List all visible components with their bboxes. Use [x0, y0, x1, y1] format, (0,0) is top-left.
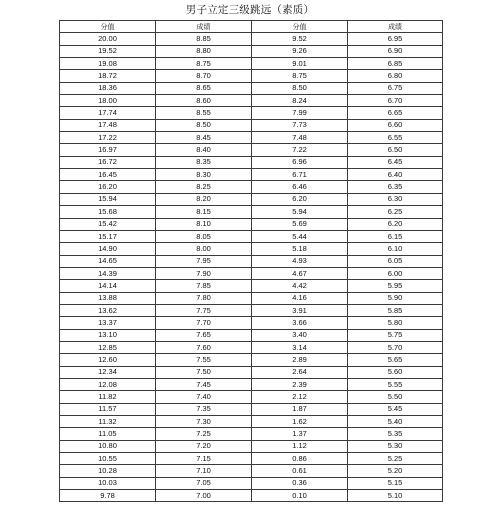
table-cell: 11.05: [60, 428, 156, 440]
table-cell: 12.60: [60, 354, 156, 366]
table-cell: 8.75: [156, 58, 252, 70]
table-cell: 2.39: [252, 378, 348, 390]
table-cell: 20.00: [60, 33, 156, 45]
table-cell: 7.48: [252, 132, 348, 144]
table-cell: 7.22: [252, 144, 348, 156]
table-cell: 7.85: [156, 280, 252, 292]
table-row: [60, 304, 443, 316]
table-cell: 6.46: [252, 181, 348, 193]
table-cell: 7.65: [156, 329, 252, 341]
table-cell: 10.03: [60, 477, 156, 489]
table-cell: 6.55: [348, 132, 443, 144]
table-cell: 6.85: [348, 58, 443, 70]
table-cell: 5.10: [348, 490, 443, 502]
table-cell: 14.65: [60, 255, 156, 267]
table-cell: 5.50: [348, 391, 443, 403]
table-cell: 8.45: [156, 132, 252, 144]
table-cell: 10.55: [60, 453, 156, 465]
table-cell: 5.94: [252, 206, 348, 218]
table-cell: 5.25: [348, 453, 443, 465]
table-cell: 5.60: [348, 366, 443, 378]
table-cell: 2.12: [252, 391, 348, 403]
table-row: [60, 292, 443, 304]
table-row: [60, 70, 443, 82]
table-cell: 3.14: [252, 341, 348, 353]
table-cell: 2.64: [252, 366, 348, 378]
table-cell: 8.50: [156, 119, 252, 131]
table-row: [60, 416, 443, 428]
table-cell: 7.73: [252, 119, 348, 131]
table-cell: 3.66: [252, 317, 348, 329]
table-row: [60, 82, 443, 94]
table-cell: 5.90: [348, 292, 443, 304]
table-cell: 8.05: [156, 230, 252, 242]
table-cell: 6.20: [252, 193, 348, 205]
table-cell: 8.24: [252, 95, 348, 107]
table-cell: 6.00: [348, 267, 443, 279]
table-cell: 14.39: [60, 267, 156, 279]
table-cell: 19.08: [60, 58, 156, 70]
table-cell: 0.61: [252, 465, 348, 477]
table-cell: 8.10: [156, 218, 252, 230]
table-cell: 8.80: [156, 45, 252, 57]
table-row: [60, 33, 443, 45]
table-row: [60, 181, 443, 193]
table-cell: 6.60: [348, 119, 443, 131]
table-cell: 17.48: [60, 119, 156, 131]
table-cell: 12.08: [60, 378, 156, 390]
table-cell: 1.87: [252, 403, 348, 415]
table-row: [60, 378, 443, 390]
table-cell: 7.15: [156, 453, 252, 465]
table-cell: 5.40: [348, 416, 443, 428]
table-cell: 7.95: [156, 255, 252, 267]
table-row: [60, 206, 443, 218]
table-cell: 3.91: [252, 304, 348, 316]
score-table: [59, 20, 443, 502]
table-cell: 8.40: [156, 144, 252, 156]
table-cell: 5.65: [348, 354, 443, 366]
table-cell: 19.52: [60, 45, 156, 57]
table-cell: 13.10: [60, 329, 156, 341]
table-cell: 5.70: [348, 341, 443, 353]
table-cell: 7.50: [156, 366, 252, 378]
table-row: [60, 354, 443, 366]
table-cell: 7.10: [156, 465, 252, 477]
table-row: [60, 490, 443, 502]
table-row: [60, 156, 443, 168]
table-cell: 5.75: [348, 329, 443, 341]
table-row: [60, 95, 443, 107]
table-cell: 5.15: [348, 477, 443, 489]
table-cell: 8.20: [156, 193, 252, 205]
table-cell: 7.90: [156, 267, 252, 279]
table-cell: 11.57: [60, 403, 156, 415]
table-row: [60, 119, 443, 131]
table-cell: 7.75: [156, 304, 252, 316]
table-cell: 6.70: [348, 95, 443, 107]
table-cell: 6.40: [348, 169, 443, 181]
table-cell: 7.05: [156, 477, 252, 489]
table-cell: 13.62: [60, 304, 156, 316]
table-cell: 6.15: [348, 230, 443, 242]
table-row: [60, 132, 443, 144]
table-cell: 7.20: [156, 440, 252, 452]
table-cell: 10.28: [60, 465, 156, 477]
table-cell: 0.10: [252, 490, 348, 502]
table-cell: 7.99: [252, 107, 348, 119]
table-cell: 3.40: [252, 329, 348, 341]
table-row: [60, 243, 443, 255]
table-row: [60, 465, 443, 477]
table-cell: 6.45: [348, 156, 443, 168]
table-cell: 4.93: [252, 255, 348, 267]
table-cell: 5.85: [348, 304, 443, 316]
table-cell: 7.60: [156, 341, 252, 353]
table-cell: 13.37: [60, 317, 156, 329]
table-cell: 15.42: [60, 218, 156, 230]
table-cell: 10.80: [60, 440, 156, 452]
table-cell: 8.75: [252, 70, 348, 82]
table-row: [60, 317, 443, 329]
table-cell: 5.44: [252, 230, 348, 242]
table-row: [60, 144, 443, 156]
column-header: 分值: [60, 21, 156, 33]
table-cell: 6.65: [348, 107, 443, 119]
table-cell: 6.35: [348, 181, 443, 193]
table-cell: 6.50: [348, 144, 443, 156]
table-cell: 15.68: [60, 206, 156, 218]
table-row: [60, 403, 443, 415]
table-row: [60, 193, 443, 205]
table-cell: 5.55: [348, 378, 443, 390]
table-cell: 7.70: [156, 317, 252, 329]
table-cell: 1.37: [252, 428, 348, 440]
table-cell: 5.95: [348, 280, 443, 292]
table-cell: 6.75: [348, 82, 443, 94]
table-cell: 4.67: [252, 267, 348, 279]
table-cell: 17.22: [60, 132, 156, 144]
table-body: [60, 33, 443, 502]
table-cell: 8.15: [156, 206, 252, 218]
table-cell: 7.45: [156, 378, 252, 390]
table-row: [60, 329, 443, 341]
table-cell: 11.32: [60, 416, 156, 428]
table-row: [60, 366, 443, 378]
table-cell: 16.20: [60, 181, 156, 193]
column-header: 分值: [252, 21, 348, 33]
table-cell: 8.00: [156, 243, 252, 255]
table-cell: 7.80: [156, 292, 252, 304]
table-row: [60, 280, 443, 292]
table-row: [60, 218, 443, 230]
column-header: 成绩: [156, 21, 252, 33]
table-cell: 7.25: [156, 428, 252, 440]
table-cell: 0.86: [252, 453, 348, 465]
table-cell: 8.30: [156, 169, 252, 181]
table-row: [60, 45, 443, 57]
table-cell: 7.35: [156, 403, 252, 415]
table-cell: 6.10: [348, 243, 443, 255]
table-cell: 6.96: [252, 156, 348, 168]
table-cell: 13.88: [60, 292, 156, 304]
table-cell: 5.20: [348, 465, 443, 477]
table-cell: 8.70: [156, 70, 252, 82]
table-row: [60, 341, 443, 353]
table-cell: 6.95: [348, 33, 443, 45]
table-cell: 7.30: [156, 416, 252, 428]
table-cell: 4.16: [252, 292, 348, 304]
table-cell: 7.00: [156, 490, 252, 502]
table-cell: 8.60: [156, 95, 252, 107]
table-row: [60, 255, 443, 267]
table-cell: 1.62: [252, 416, 348, 428]
table-cell: 6.80: [348, 70, 443, 82]
table-cell: 9.01: [252, 58, 348, 70]
table-cell: 5.18: [252, 243, 348, 255]
table-cell: 2.89: [252, 354, 348, 366]
table-cell: 6.90: [348, 45, 443, 57]
table-cell: 16.72: [60, 156, 156, 168]
table-cell: 18.72: [60, 70, 156, 82]
table-row: [60, 169, 443, 181]
table-cell: 6.71: [252, 169, 348, 181]
table-row: [60, 391, 443, 403]
table-cell: 17.74: [60, 107, 156, 119]
table-row: [60, 440, 443, 452]
page-title: 男子立定三级跳远（素质）: [185, 4, 315, 16]
table-cell: 18.00: [60, 95, 156, 107]
table-row: [60, 267, 443, 279]
table-cell: 9.52: [252, 33, 348, 45]
table-cell: 7.55: [156, 354, 252, 366]
table-cell: 8.55: [156, 107, 252, 119]
table-cell: 14.14: [60, 280, 156, 292]
table-cell: 8.65: [156, 82, 252, 94]
table-row: [60, 107, 443, 119]
table-cell: 16.45: [60, 169, 156, 181]
table-cell: 4.42: [252, 280, 348, 292]
table-cell: 11.82: [60, 391, 156, 403]
table-cell: 14.90: [60, 243, 156, 255]
table-cell: 7.40: [156, 391, 252, 403]
column-header: 成绩: [348, 21, 443, 33]
table-cell: 8.25: [156, 181, 252, 193]
table-cell: 5.80: [348, 317, 443, 329]
table-cell: 9.78: [60, 490, 156, 502]
table-row: [60, 453, 443, 465]
table-cell: 8.50: [252, 82, 348, 94]
table-cell: 8.85: [156, 33, 252, 45]
table-cell: 5.30: [348, 440, 443, 452]
table-row: [60, 477, 443, 489]
table-cell: 16.97: [60, 144, 156, 156]
table-header-row: [60, 21, 443, 33]
table-cell: 6.25: [348, 206, 443, 218]
table-cell: 5.35: [348, 428, 443, 440]
table-cell: 6.20: [348, 218, 443, 230]
table-cell: 12.85: [60, 341, 156, 353]
table-cell: 5.45: [348, 403, 443, 415]
table-row: [60, 58, 443, 70]
table-cell: 0.36: [252, 477, 348, 489]
table-cell: 15.94: [60, 193, 156, 205]
table-cell: 18.36: [60, 82, 156, 94]
table-cell: 5.69: [252, 218, 348, 230]
table-cell: 12.34: [60, 366, 156, 378]
table-cell: 1.12: [252, 440, 348, 452]
table-cell: 8.35: [156, 156, 252, 168]
table-row: [60, 428, 443, 440]
table-cell: 6.05: [348, 255, 443, 267]
table-cell: 9.26: [252, 45, 348, 57]
table-cell: 6.30: [348, 193, 443, 205]
table-cell: 15.17: [60, 230, 156, 242]
table-row: [60, 230, 443, 242]
